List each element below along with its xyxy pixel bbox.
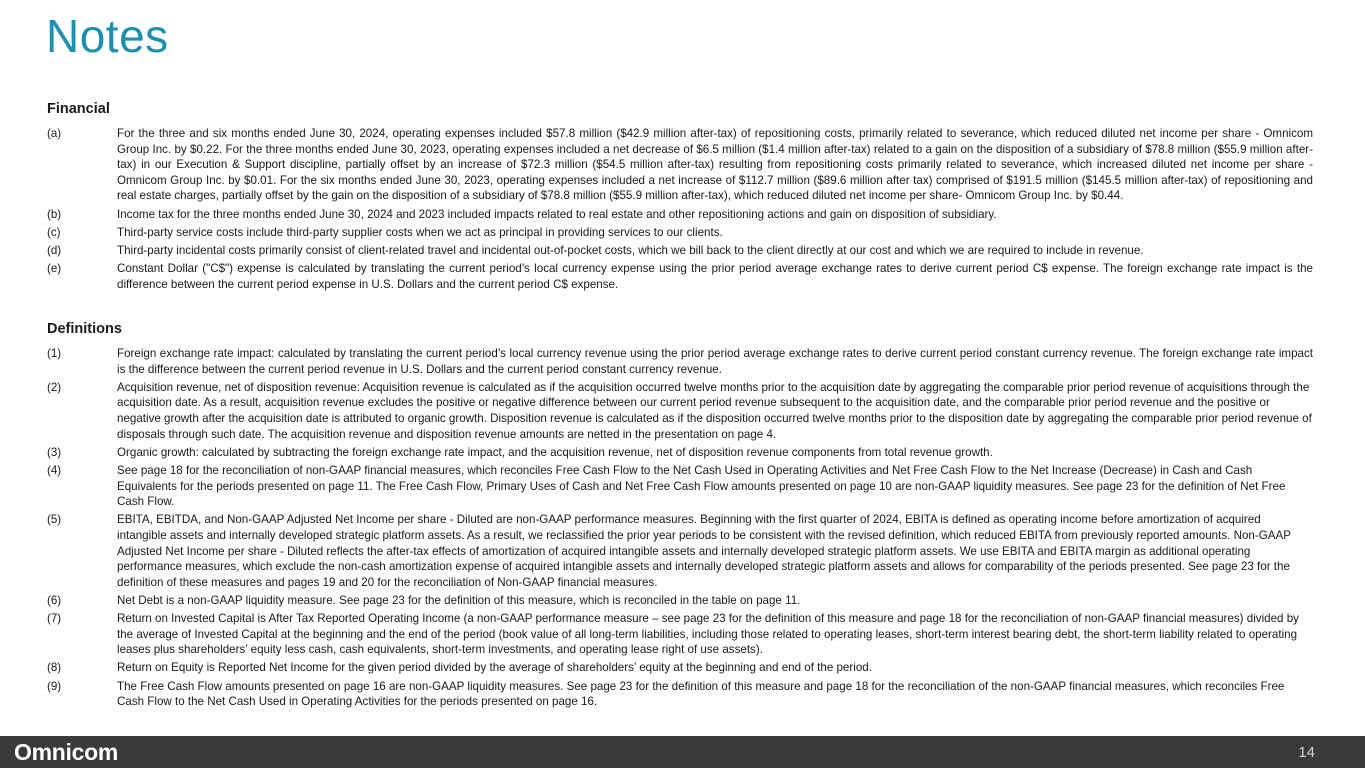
financial-note-b [47,207,1313,223]
note-text: Acquisition revenue, net of disposition revenue: Acquisition revenue is calculated as if the acquisition occurred twelve months prior to the acquisition date by aggregating the comparable prior period revenue of acquisitions through the acquisition date. As a result, acquisition revenue excludes the positive or negative difference between our current period revenue subsequent to the acquisition date, and the comparable prior period revenue and the positive or negative growth after the acquisition date is attributed to organic growth. Disposition revenue is calculated as if the disposition occurred twelve months prior to the disposition date by aggregating the comparable prior period revenue of disposals through such date. The acquisition revenue and disposition revenue amounts are netted in the presentation on page 4. [117,380,1312,441]
definition-note-5 [47,512,1313,590]
note-text: EBITA, EBITDA, and Non-GAAP Adjusted Net Income per share - Diluted are non-GAAP performance measures. Beginning with the first quarter of 2024, EBITA is defined as operating income before amortization of acquired intangible assets and internally developed strategic platform assets. As a result, we reclassified the prior year periods to be consistent with the revised definition, which reduced EBITA from previously reported amounts. Non-GAAP Adjusted Net Income per share - Diluted reflects the after-tax effects of amortization of acquired intangible assets and internally developed strategic platform assets. We use EBITA and EBITA margin as additional operating performance measures, which exclude the non-cash amortization expense of acquired intangible assets and internally developed strategic platform assets and allows for comparability of the periods presented. See page 23 for the definition of these measures and pages 19 and 20 for the reconciliation of Non-GAAP financial measures. [117,513,1291,589]
note-text: Net Debt is a non-GAAP liquidity measure. See page 23 for the definition of this measure, which is reconciled in the table on page 11. [117,593,801,607]
footer-bar [0,736,1365,768]
definitions-section [47,320,1313,712]
note-label: (b) [47,207,62,221]
note-text: See page 18 for the reconciliation of non-GAAP financial measures, which reconciles Free Cash Flow to the Net Cash Used in Operating Activities and Net Free Cash Flow to the Net Increase (Decrease) in Cash and Cash Equivalents for the periods presented on page 11. The Free Cash Flow, Primary Uses of Cash and Net Free Cash Flow amounts presented on page 10 are non-GAAP liquidity measures. See page 23 for the definition of Net Free Cash Flow. [117,463,1286,509]
note-text: Return on Equity is Reported Net Income for the given period divided by the average of shareholders’ equity at the beginning and end of the period. [117,661,872,675]
note-label: (e) [47,262,62,276]
note-label: (2) [47,380,62,394]
note-label: (d) [47,243,62,257]
definition-note-7 [47,611,1313,658]
definition-note-1 [47,346,1313,377]
note-label: (1) [47,347,62,360]
page-title: Notes [46,10,169,62]
financial-section [47,100,1313,295]
page-number: 14 [1298,744,1315,761]
financial-note-d [47,243,1313,259]
note-text: Third-party incidental costs primarily consist of client-related travel and incidental out-of-pocket costs, which we bill back to the client directly at our cost and which we are required to include in revenue. [117,243,1144,257]
note-label: (7) [47,612,62,626]
note-label: (6) [47,593,62,607]
financial-note-e [47,261,1313,292]
note-text: Third-party service costs include third-party supplier costs when we act as principal in providing services to our clients. [117,225,723,239]
omnicom-logo: Omnicom [14,739,118,765]
definition-note-6 [47,593,1313,609]
note-text: Return on Invested Capital is After Tax Reported Operating Income (a non-GAAP performance measure – see page 23 for the definition of this measure and page 18 for the reconciliation of non-GAAP financial measures) divided by the average of Invested Capital at the beginning and the end of the period (book value of all long-term liabilities, including those related to operating leases, short-term interest bearing debt, the short-term liability related to operating leases plus shareholders’ equity less cash, cash equivalents, short-term investments, and operating lease right of use assets). [117,612,1299,657]
note-label: (4) [47,463,62,477]
note-label: (5) [47,513,62,527]
note-label: (a) [47,127,62,140]
financial-note-c [47,225,1313,241]
financial-note-a [47,126,1313,204]
definition-note-9 [47,679,1313,710]
definition-note-2 [47,380,1313,442]
note-text: The Free Cash Flow amounts presented on page 16 are non-GAAP liquidity measures. See page 23 for the definition of this measure and page 18 for the reconciliation of the non-GAAP financial measures, which reconciles Free Cash Flow to the Net Cash Used in Operating Activities for the periods presented on page 16. [117,679,1285,709]
definition-note-8 [47,660,1313,676]
note-label: (3) [47,445,62,459]
note-text: Income tax for the three months ended June 30, 2024 and 2023 included impacts related to real estate and other repositioning actions and gain on disposition of subsidiary. [117,207,997,221]
note-label: (8) [47,661,62,675]
note-text: Foreign exchange rate impact: calculated by translating the current period’s local currency revenue using the prior period average exchange rates to derive current period constant currency revenue. The foreign exchange rate impact is the difference between the current period revenue in U.S. Dollars and the current period constant currency revenue. [117,347,1313,376]
note-text: Organic growth: calculated by subtracting the foreign exchange rate impact, and the acquisition revenue, net of disposition revenue components from total revenue growth. [117,445,993,459]
note-label: (c) [47,225,61,239]
definition-note-3 [47,445,1313,461]
note-label: (9) [47,679,62,693]
note-text: For the three and six months ended June 30, 2024, operating expenses included $57.8 million ($42.9 million after-tax) of repositioning costs, primarily related to severance, which reduced diluted net income per share - Omnicom Group Inc. by $0.22. For the three months ended June 30, 2023, operating expenses included a net decrease of $6.5 million ($1.4 million after-tax) related to a gain on the disposition of a subsidiary of $78.8 million ($55.9 million after-tax) in our Execution & Support discipline, partially offset by an increase of $72.3 million ($54.5 million after-tax) resulting from repositioning costs primarily related to severance, which increased diluted net income per share - Omnicom Group Inc. by $0.01. For the six months ended June 30, 2023, operating expenses included a net increase of $112.7 million ($89.6 million after tax) comprised of $191.5 million ($145.5 million after-tax) of repositioning and real estate charges, partially offset by the gain on the disposition of a subsidiary of $78.8 million ($55.9 million after-tax), which reduced diluted net income per share- Omnicom Group Inc. by $0.44. [117,127,1313,203]
financial-heading: Financial [47,101,110,117]
definitions-heading: Definitions [47,321,122,337]
note-text: Constant Dollar ("C$") expense is calculated by translating the current period’s local currency expense using the prior period average exchange rates to derive current period C$ expense. The foreign exchange rate impact is the difference between the current period expense in U.S. Dollars and the current period C$ expense. [117,262,1313,291]
definition-note-4 [47,463,1313,510]
